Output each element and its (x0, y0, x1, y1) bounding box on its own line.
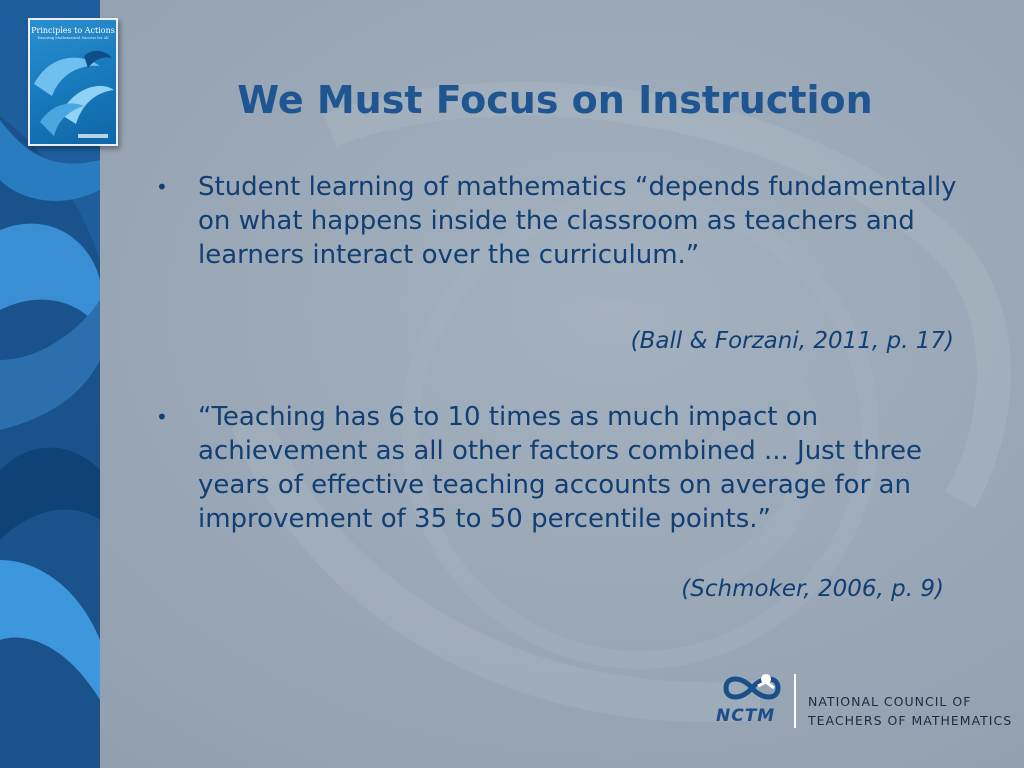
book-cover-title: Principles to Actions (31, 26, 115, 35)
bullet-item (156, 400, 958, 536)
bullet-marker: • (156, 175, 168, 199)
slide-title: We Must Focus on Instruction (237, 78, 873, 122)
nctm-logo (712, 668, 1012, 734)
nctm-wordmark: NCTM (716, 706, 776, 726)
bullet-text: Student learning of mathematics “depends fundamentally on what happens inside the classroom as teachers and learners interact over the curriculum.” (198, 172, 957, 270)
logo-text-line-2: TEACHERS OF MATHEMATICS (808, 713, 1013, 728)
citation: (Schmoker, 2006, p. 9) (681, 576, 944, 602)
citation: (Ball & Forzani, 2011, p. 17) (630, 328, 954, 354)
book-cover-image (28, 18, 118, 146)
logo-text-line-1: NATIONAL COUNCIL OF (808, 694, 972, 709)
bullet-text: “Teaching has 6 to 10 times as much impact on achievement as all other factors combined ... Just three years of effective teaching accounts on average for an improvement of 35 to 50 percentile points.” (198, 402, 922, 534)
logo-divider (794, 674, 796, 728)
bullet-marker: • (156, 405, 168, 429)
bullet-item (156, 170, 958, 272)
book-cover-art (30, 44, 116, 144)
nctm-infinity-figure-icon (712, 668, 792, 708)
book-cover-subtitle: Ensuring Mathematical Success for All (37, 36, 109, 40)
